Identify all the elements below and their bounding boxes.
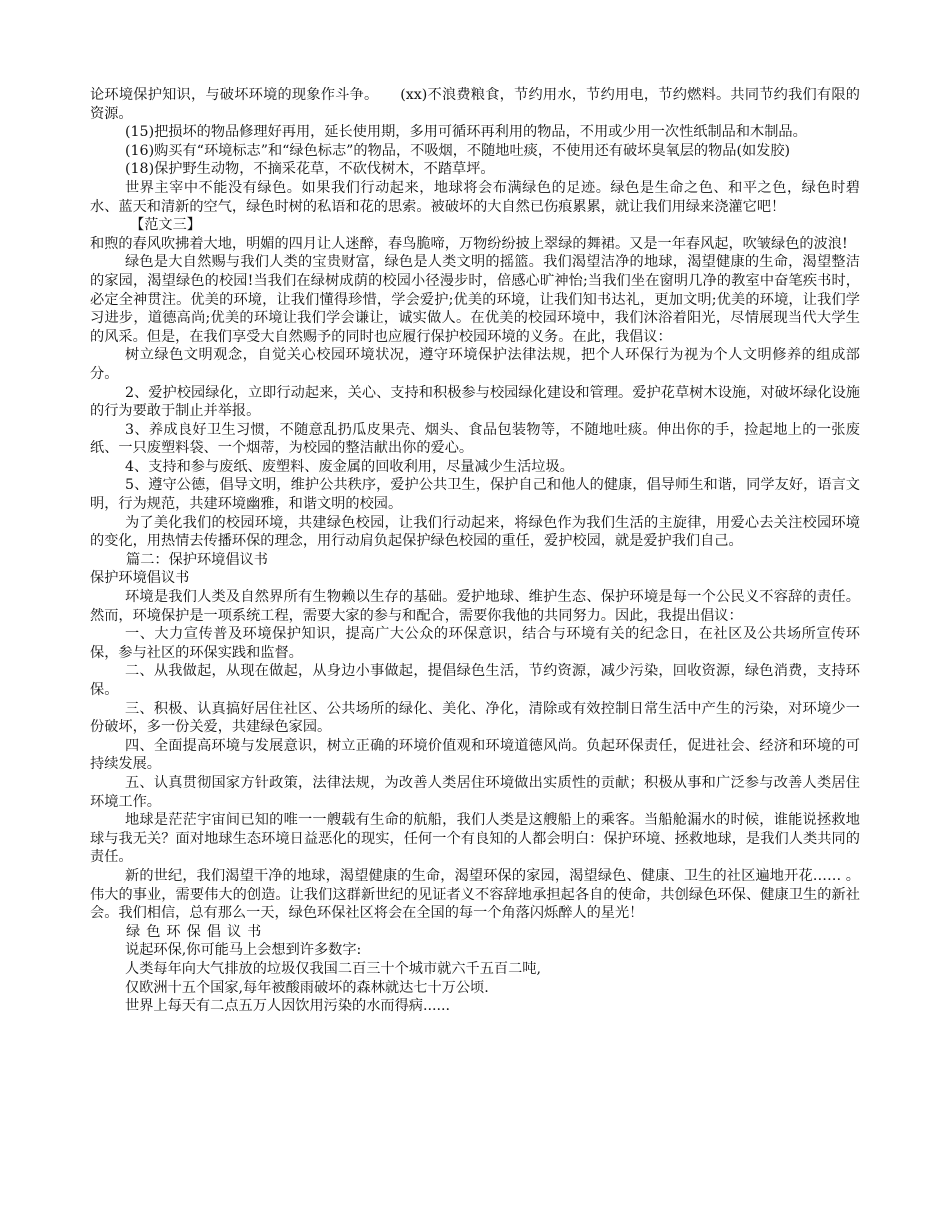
paragraph-6: 和煦的春风吹拂着大地，明媚的四月让人迷醉，春鸟脆啼，万物纷纷披上翠绿的舞裙。又是一年春风起，吹皱绿色的波浪!: [90, 235, 848, 252]
paragraph-2: (16)购买有“环境标志”和“绿色标志”的物品，不吸烟，不随地吐痰，不使用还有破坏臭氧层的物品(如发胶): [125, 142, 791, 159]
paragraph-19: 三、积极、认真搞好居住社区、公共场所的绿化、美化、净化，清除或有效控制日常生活中产生的污染，对环境少一份破坏，多一份关爱，共建绿色家园。: [90, 700, 860, 736]
paragraph-4: 世界主宰中不能没有绿色。如果我们行动起来，地球将会布满绿色的足迹。绿色是生命之色、和平之色，绿色时碧水、蓝天和清新的空气，绿色时树的私语和花的思索。被破坏的大自然已伤痕累累，就让我们用绿来浇灌它吧！: [90, 179, 860, 215]
paragraph-27: 仅欧洲十五个国家,每年被酸雨破坏的森林就达七十万公顷.: [125, 979, 489, 996]
paragraph-10: 3、养成良好卫生习惯，不随意乱扔瓜皮果壳、烟头、食品包装物等，不随地吐痰。伸出你的手，捡起地上的一张废纸、一只废塑料袋、一个烟蒂，为校园的整洁献出你的爱心。: [90, 421, 860, 457]
paragraph-3: (18)保护野生动物，不摘采花草，不砍伐树木，不踏草坪。: [125, 161, 495, 178]
paragraph-1: (15)把损坏的物品修理好再用，延长使用期，多用可循环再利用的物品，不用或少用一次性纸制品和木制品。: [125, 124, 807, 141]
paragraph-7: 绿色是大自然赐与我们人类的宝贵财富，绿色是人类文明的摇篮。我们渴望洁净的地球，渴望健康的生命，渴望整洁的家园，渴望绿色的校园!当我们在绿树成荫的校园小径漫步时，倍感心旷神怡;当我们坐在窗明几净的教室中奋笔疾书时，必定全神贯注。优美的环境，让我们懂得珍惜，学会爱护;优美的环境，让我们知书达礼，更加文明;优美的环境，让我们学习进步，道德高尚;优美的环境让我们学会谦让，诚实做人。在优美的校园环境中，我们沐浴着阳光，尽情展现当代大学生的风采。但是，在我们享受大自然赐予的同时也应履行保护校园环境的义务。在此，我倡议：: [90, 254, 860, 345]
paragraph-26: 人类每年向大气排放的垃圾仅我国二百三十个城市就六千五百二吨,: [125, 960, 541, 977]
paragraph-21: 五、认真贯彻国家方针政策，法律法规，为改善人类居住环境做出实质性的贡献；积极从事和广泛参与改善人类居住环境工作。: [90, 774, 860, 810]
paragraph-28: 世界上每天有二点五万人因饮用污染的水而得病......: [125, 998, 450, 1015]
paragraph-9: 2、爱护校园绿化，立即行动起来，关心、支持和积极参与校园绿化建设和管理。爱护花草树木设施，对破坏绿化设施的行为要敢于制止并举报。: [90, 384, 860, 420]
paragraph-5: 【范文三】: [130, 217, 201, 234]
paragraph-15: 保护环境倡议书: [90, 570, 190, 587]
paragraph-22: 地球是茫茫宇宙间已知的唯一一艘载有生命的航船，我们人类是这艘船上的乘客。当船舱漏水的时候，谁能说拯救地球与我无关？面对地球生态环境日益恶化的现实，任何一个有良知的人都会明白：保护环境、拯救地球，是我们人类共同的责任。: [90, 812, 860, 866]
paragraph-16: 环境是我们人类及自然界所有生物赖以生存的基础。爱护地球、维护生态、保护环境是每一个公民义不容辞的责任。然而，环境保护是一项系统工程，需要大家的参与和配合，需要你我他的共同努力。因此，我提出倡议：: [90, 589, 860, 624]
paragraph-13: 为了美化我们的校园环境，共建绿色校园，让我们行动起来，将绿色作为我们生活的主旋律，用爱心去关注校园环境的变化，用热情去传播环保的理念，用行动肩负起保护绿色校园的重任，爱护校园，就是爱护我们自己。: [90, 514, 860, 550]
paragraph-8: 树立绿色文明观念，自觉关心校园环境状况，遵守环境保护法律法规，把个人环保行为视为个人文明修养的组成部分。: [90, 347, 860, 382]
paragraph-25: 说起环保,你可能马上会想到许多数字:: [125, 942, 362, 959]
paragraph-20: 四、全面提高环境与发展意识，树立正确的环境价值观和环境道德风尚。负起环保责任，促进社会、经济和环境的可持续发展。: [90, 737, 860, 773]
paragraph-17: 一、大力宣传普及环境保护知识，提高广大公众的环保意识，结合与环境有关的纪念日，在社区及公共场所宣传环保，参与社区的环保实践和监督。: [90, 626, 860, 661]
paragraph-14: 篇二：保护环境倡议书: [126, 551, 268, 568]
paragraph-23: 新的世纪，我们渴望干净的地球，渴望健康的生命，渴望环保的家园，渴望绿色、健康、卫生的社区遍地开花…… 。伟大的事业，需要伟大的创造。让我们这群新世纪的见证者义不容辞地承担起各自的使命，共创绿色环保、健康卫生的新社会。我们相信，总有那么一天，绿色环保社区将会在全国的每一个角落闪烁醉人的星光！: [90, 867, 860, 922]
paragraph-0: 论环境保护知识，与破坏环境的现象作斗争。 (xx)不浪费粮食，节约用水，节约用电，节约燃料。共同节约我们有限的资源。: [90, 87, 860, 122]
paragraph-24: 绿色环保倡议书: [126, 923, 268, 940]
paragraph-12: 5、遵守公德，倡导文明，维护公共秩序，爱护公共卫生，保护自己和他人的健康，倡导师生和谐，同学友好，语言文明，行为规范，共建环境幽雅，和谐文明的校园。: [90, 477, 860, 513]
paragraph-11: 4、支持和参与废纸、废塑料、废金属的回收利用，尽量减少生活垃圾。: [125, 458, 574, 475]
paragraph-18: 二、从我做起，从现在做起，从身边小事做起，提倡绿色生活，节约资源，减少污染，回收资源，绿色消费，支持环保。: [90, 663, 860, 698]
